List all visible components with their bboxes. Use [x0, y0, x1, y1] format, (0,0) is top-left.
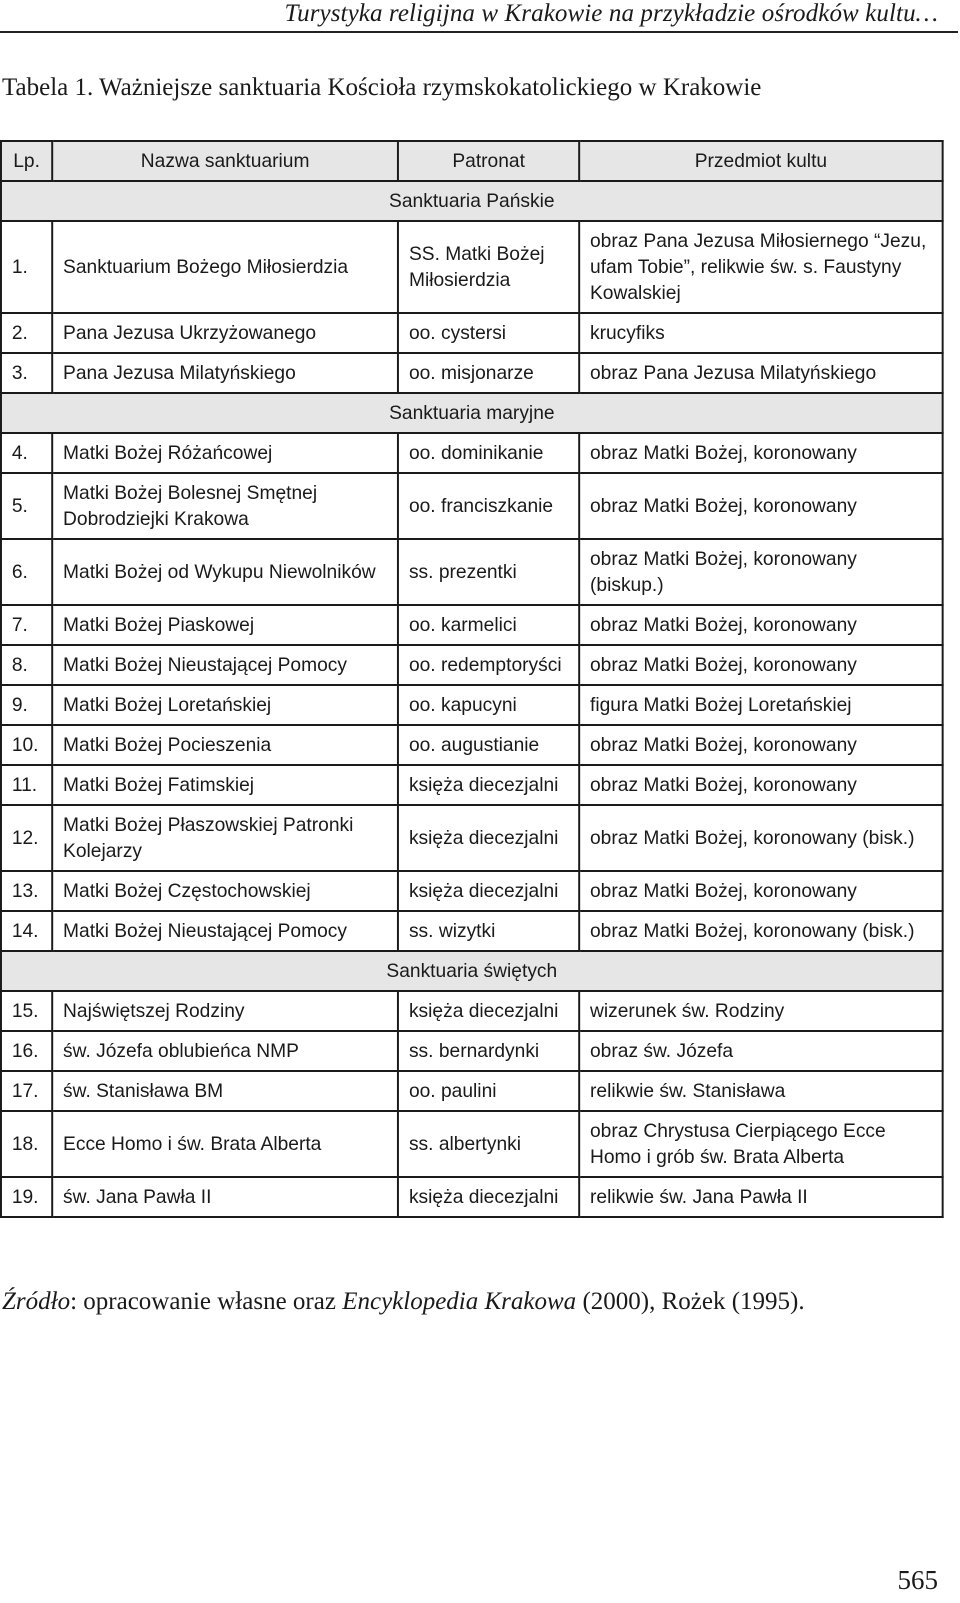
section-row: [1, 181, 943, 221]
cell-lp: 14.: [1, 911, 52, 951]
sanctuaries-table: [0, 140, 944, 1218]
cell-name: Matki Bożej Fatimskiej: [52, 765, 398, 805]
table-row: [1, 645, 943, 685]
cell-name: Matki Bożej Piaskowej: [52, 605, 398, 645]
cell-patron: księża diecezjalni: [398, 1177, 579, 1217]
cell-name: św. Jana Pawła II: [52, 1177, 398, 1217]
cell-name: Matki Bożej Bolesnej Smętnej Dobrodziejki Krakowa: [52, 473, 398, 539]
cell-lp: 16.: [1, 1031, 52, 1071]
cell-name: Pana Jezusa Milatyńskiego: [52, 353, 398, 393]
table-row: [1, 221, 943, 313]
cell-object: obraz Matki Bożej, koronowany (bisk.): [579, 805, 942, 871]
cell-lp: 13.: [1, 871, 52, 911]
cell-name: Ecce Homo i św. Brata Alberta: [52, 1111, 398, 1177]
section-row: [1, 951, 943, 991]
cell-lp: 5.: [1, 473, 52, 539]
cell-lp: 11.: [1, 765, 52, 805]
cell-patron: księża diecezjalni: [398, 871, 579, 911]
cell-patron: ss. bernardynki: [398, 1031, 579, 1071]
cell-lp: 4.: [1, 433, 52, 473]
cell-lp: 3.: [1, 353, 52, 393]
cell-patron: oo. misjonarze: [398, 353, 579, 393]
table-row: [1, 765, 943, 805]
table-body: [1, 181, 943, 1217]
table-row: [1, 539, 943, 605]
section-row: [1, 393, 943, 433]
cell-patron: księża diecezjalni: [398, 805, 579, 871]
cell-patron: SS. Matki Bożej Miłosierdzia: [398, 221, 579, 313]
cell-name: Matki Bożej Płaszowskiej Patronki Kolejarzy: [52, 805, 398, 871]
table-row: [1, 685, 943, 725]
footnote-text-after: (2000), Rożek (1995).: [576, 1288, 805, 1315]
cell-name: Matki Bożej Różańcowej: [52, 433, 398, 473]
source-footnote: [2, 1288, 805, 1316]
cell-object: obraz Matki Bożej, koronowany: [579, 871, 942, 911]
cell-object: obraz Matki Bożej, koronowany: [579, 473, 942, 539]
cell-object: obraz Pana Jezusa Miłosiernego “Jezu, ufam Tobie”, relikwie św. s. Faustyny Kowalskiej: [579, 221, 942, 313]
cell-object: relikwie św. Stanisława: [579, 1071, 942, 1111]
header-object: Przedmiot kultu: [579, 141, 942, 181]
cell-lp: 2.: [1, 313, 52, 353]
cell-lp: 19.: [1, 1177, 52, 1217]
cell-name: Sanktuarium Bożego Miłosierdzia: [52, 221, 398, 313]
cell-name: św. Józefa oblubieńca NMP: [52, 1031, 398, 1071]
cell-object: obraz Matki Bożej, koronowany: [579, 433, 942, 473]
table-row: [1, 313, 943, 353]
cell-name: Matki Bożej Pocieszenia: [52, 725, 398, 765]
cell-patron: oo. redemptoryści: [398, 645, 579, 685]
cell-lp: 17.: [1, 1071, 52, 1111]
cell-patron: oo. kapucyni: [398, 685, 579, 725]
header-lp: Lp.: [1, 141, 52, 181]
cell-object: obraz Matki Bożej, koronowany (biskup.): [579, 539, 942, 605]
header-rule: [0, 31, 958, 33]
table-row: [1, 1177, 943, 1217]
cell-object: obraz Pana Jezusa Milatyńskiego: [579, 353, 942, 393]
cell-lp: 6.: [1, 539, 52, 605]
table-row: [1, 911, 943, 951]
cell-patron: ss. albertynki: [398, 1111, 579, 1177]
table-header-row: [1, 141, 943, 181]
cell-patron: oo. augustianie: [398, 725, 579, 765]
cell-patron: ss. wizytki: [398, 911, 579, 951]
cell-lp: 10.: [1, 725, 52, 765]
cell-object: wizerunek św. Rodziny: [579, 991, 942, 1031]
table-row: [1, 433, 943, 473]
cell-lp: 15.: [1, 991, 52, 1031]
cell-object: figura Matki Bożej Loretańskiej: [579, 685, 942, 725]
table-row: [1, 991, 943, 1031]
table-row: [1, 353, 943, 393]
table-row: [1, 1111, 943, 1177]
table-row: [1, 871, 943, 911]
footnote-source-title: Encyklopedia Krakowa: [342, 1288, 577, 1315]
cell-lp: 8.: [1, 645, 52, 685]
cell-object: obraz Chrystusa Cierpiącego Ecce Homo i grób św. Brata Alberta: [579, 1111, 942, 1177]
cell-lp: 9.: [1, 685, 52, 725]
cell-patron: ss. prezentki: [398, 539, 579, 605]
cell-patron: oo. paulini: [398, 1071, 579, 1111]
cell-object: obraz Matki Bożej, koronowany: [579, 645, 942, 685]
footnote-label: Źródło: [2, 1288, 71, 1315]
cell-object: obraz Matki Bożej, koronowany: [579, 765, 942, 805]
page-number: 565: [897, 1565, 938, 1595]
running-head: Turystyka religijna w Krakowie na przykładzie ośrodków kultu…: [284, 0, 938, 27]
table-row: [1, 605, 943, 645]
header-name: Nazwa sanktuarium: [52, 141, 398, 181]
cell-name: Matki Bożej Nieustającej Pomocy: [52, 645, 398, 685]
section-title: Sanktuaria świętych: [1, 951, 943, 991]
cell-patron: oo. cystersi: [398, 313, 579, 353]
cell-object: obraz św. Józefa: [579, 1031, 942, 1071]
cell-lp: 7.: [1, 605, 52, 645]
cell-patron: oo. karmelici: [398, 605, 579, 645]
cell-lp: 18.: [1, 1111, 52, 1177]
cell-lp: 12.: [1, 805, 52, 871]
cell-object: krucyfiks: [579, 313, 942, 353]
table-row: [1, 1071, 943, 1111]
cell-object: obraz Matki Bożej, koronowany: [579, 605, 942, 645]
cell-name: św. Stanisława BM: [52, 1071, 398, 1111]
cell-object: obraz Matki Bożej, koronowany (bisk.): [579, 911, 942, 951]
section-title: Sanktuaria Pańskie: [1, 181, 943, 221]
cell-name: Matki Bożej Nieustającej Pomocy: [52, 911, 398, 951]
section-title: Sanktuaria maryjne: [1, 393, 943, 433]
table-row: [1, 805, 943, 871]
table-row: [1, 473, 943, 539]
cell-object: relikwie św. Jana Pawła II: [579, 1177, 942, 1217]
cell-patron: księża diecezjalni: [398, 991, 579, 1031]
cell-object: obraz Matki Bożej, koronowany: [579, 725, 942, 765]
footnote-text-before: : opracowanie własne oraz: [70, 1288, 343, 1315]
cell-name: Pana Jezusa Ukrzyżowanego: [52, 313, 398, 353]
cell-name: Najświętszej Rodziny: [52, 991, 398, 1031]
cell-name: Matki Bożej od Wykupu Niewolników: [52, 539, 398, 605]
table-row: [1, 725, 943, 765]
cell-lp: 1.: [1, 221, 52, 313]
cell-patron: księża diecezjalni: [398, 765, 579, 805]
cell-patron: oo. franciszkanie: [398, 473, 579, 539]
table-row: [1, 1031, 943, 1071]
cell-name: Matki Bożej Loretańskiej: [52, 685, 398, 725]
cell-patron: oo. dominikanie: [398, 433, 579, 473]
table-caption: Tabela 1. Ważniejsze sanktuaria Kościoła rzymskokatolickiego w Krakowie: [2, 74, 762, 101]
header-patron: Patronat: [398, 141, 579, 181]
cell-name: Matki Bożej Częstochowskiej: [52, 871, 398, 911]
